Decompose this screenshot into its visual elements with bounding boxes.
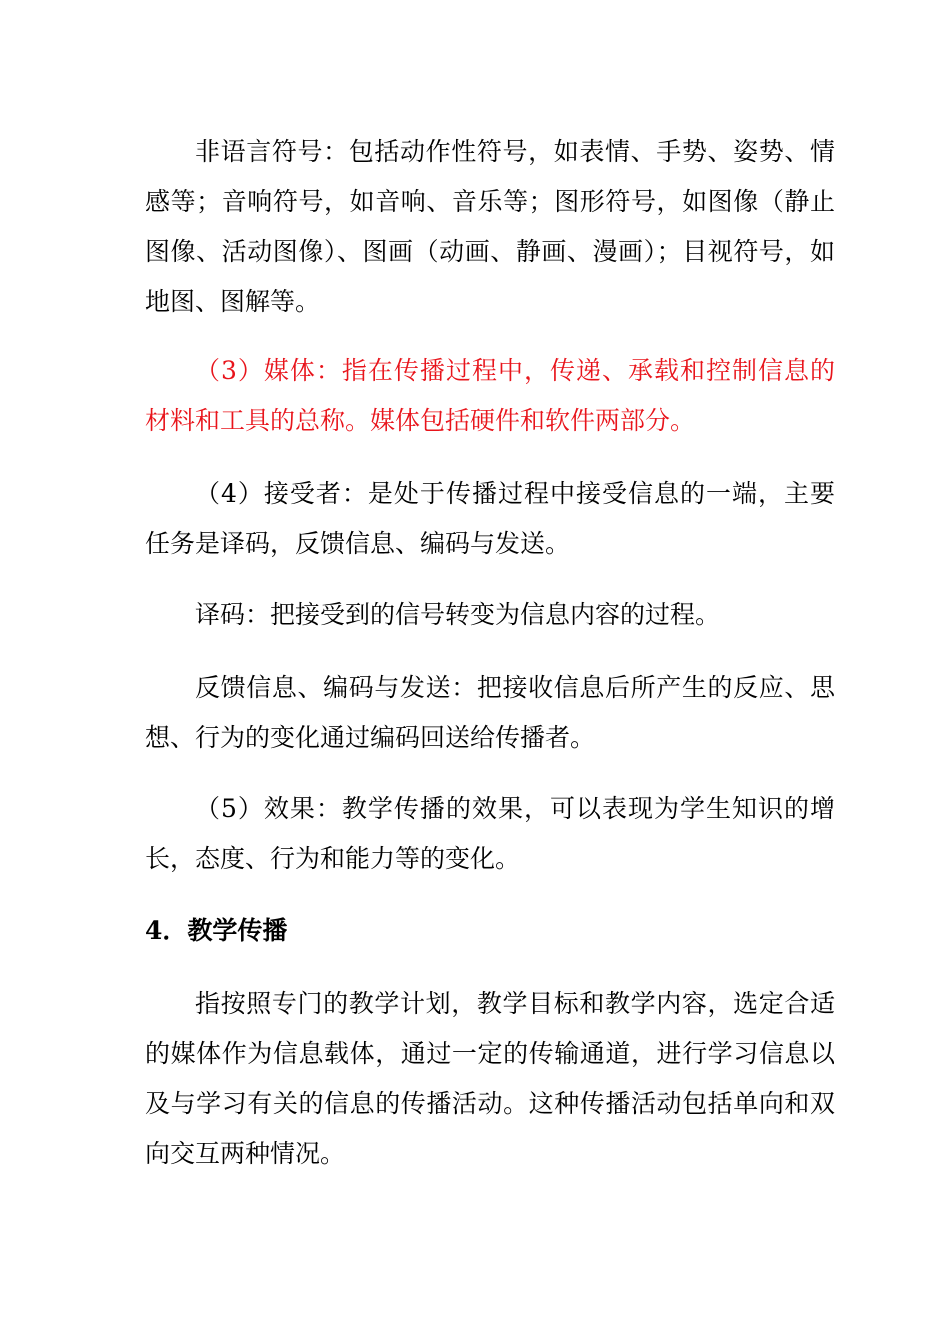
paragraph-media-definition: （3）媒体：指在传播过程中，传递、承载和控制信息的材料和工具的总称。媒体包括硬件和软件两部分。 bbox=[145, 356, 835, 435]
paragraph-effect: （5）效果：教学传播的效果，可以表现为学生知识的增长，态度、行为和能力等的变化。 bbox=[145, 794, 835, 873]
section-heading-teaching-communication: 4．教学传播 bbox=[145, 916, 288, 945]
paragraph-decoding: 译码：把接受到的信号转变为信息内容的过程。 bbox=[195, 600, 721, 629]
paragraph-nonverbal-symbols: 非语言符号：包括动作性符号，如表情、手势、姿势、情感等；音响符号，如音响、音乐等；图形符号，如图像（静止图像、活动图像）、图画（动画、静画、漫画）；目视符号，如地图、图解等。 bbox=[145, 137, 835, 316]
paragraph-receiver-definition: （4）接受者：是处于传播过程中接受信息的一端，主要任务是译码，反馈信息、编码与发送。 bbox=[145, 479, 835, 558]
paragraph-teaching-communication-definition: 指按照专门的教学计划，教学目标和教学内容，选定合适的媒体作为信息载体，通过一定的传输通道，进行学习信息以及与学习有关的信息的传播活动。这种传播活动包括单向和双向交互两种情况。 bbox=[145, 989, 835, 1168]
paragraph-feedback: 反馈信息、编码与发送：把接收信息后所产生的反应、思想、行为的变化通过编码回送给传播者。 bbox=[145, 673, 835, 752]
